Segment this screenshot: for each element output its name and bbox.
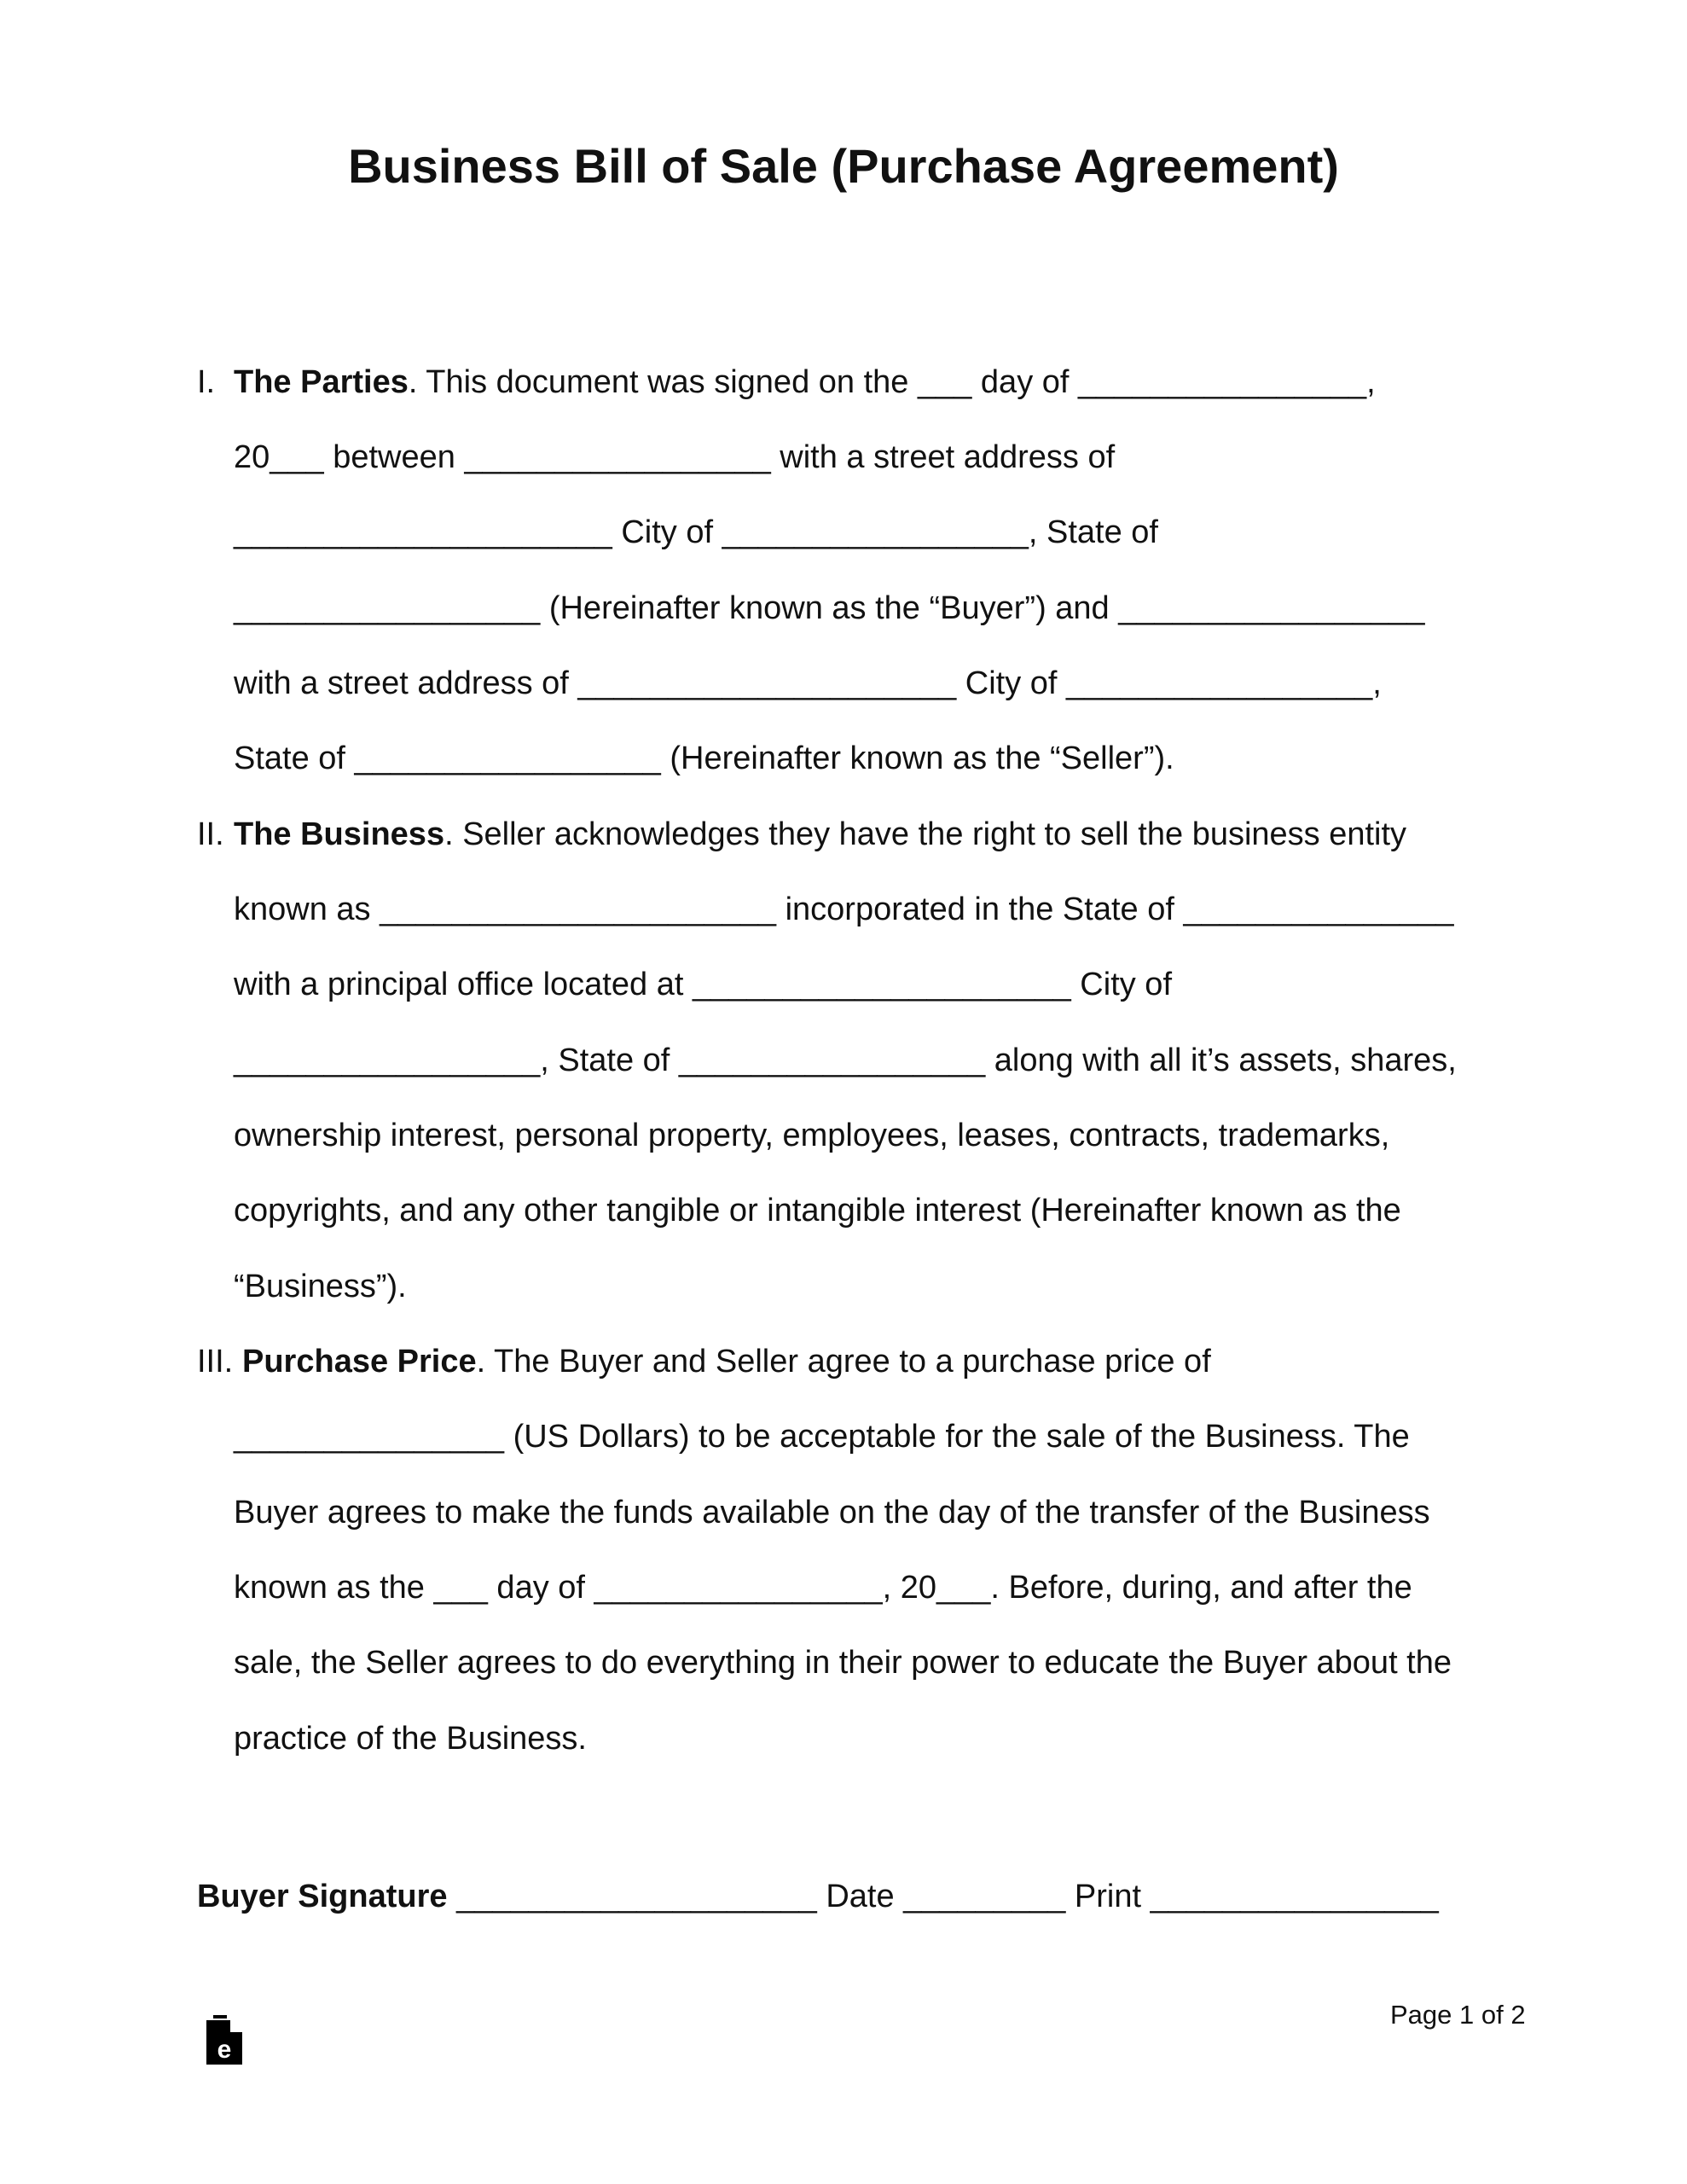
section-1-line-4: _________________ (Hereinafter known as the “Buyer”) and _________________ xyxy=(234,590,1425,626)
section-1-line-5: with a street address of _____________________ City of _________________, xyxy=(234,665,1382,701)
section-number-3: III. xyxy=(197,1344,234,1380)
section-2-line-6: copyrights, and any other tangible or intangible interest (Hereinafter known as the xyxy=(234,1193,1401,1228)
section-2-line-3: with a principal office located at _____________________ City of xyxy=(234,967,1172,1002)
section-2-line-7: “Business”). xyxy=(234,1269,407,1304)
section-3-line-6: practice of the Business. xyxy=(234,1721,587,1757)
document-e-icon xyxy=(205,2013,244,2066)
section-3-line-4: known as the ___ day of ________________, 20___. Before, during, and after the xyxy=(234,1570,1412,1606)
section-1-heading: The Parties xyxy=(234,364,409,400)
section-3-text: . The Buyer and Seller agree to a purchase price of xyxy=(476,1344,1211,1380)
section-2-line-1 xyxy=(234,812,1406,857)
section-3-line-5: sale, the Seller agrees to do everything in their power to educate the Buyer about the xyxy=(234,1645,1452,1681)
section-1-line-1 xyxy=(234,360,1376,404)
section-1-text: . This document was signed on the ___ day of ________________, xyxy=(408,364,1376,400)
section-2-line-5: ownership interest, personal property, employees, leases, contracts, trademarks, xyxy=(234,1118,1390,1153)
section-3-heading: Purchase Price xyxy=(242,1344,477,1380)
section-1-line-2: 20___ between _________________ with a street address of xyxy=(234,439,1116,475)
section-number-2: II. xyxy=(197,816,224,852)
section-2-line-2: known as ______________________ incorporated in the State of _______________ xyxy=(234,892,1454,927)
section-3-line-3: Buyer agrees to make the funds available on the day of the transfer of the Business xyxy=(234,1495,1430,1531)
section-3-line-2: _______________ (US Dollars) to be acceptable for the sale of the Business. The xyxy=(234,1419,1410,1455)
section-2-heading: The Business xyxy=(234,816,445,852)
svg-text:e: e xyxy=(217,2036,232,2064)
section-2-text: . Seller acknowledges they have the right to sell the business entity xyxy=(444,816,1407,852)
section-3-line-1 xyxy=(242,1339,1211,1384)
buyer-signature-label: Buyer Signature xyxy=(197,1879,448,1914)
section-2-line-4: _________________, State of _________________ along with all it’s assets, shares, xyxy=(234,1043,1457,1078)
document-title: Business Bill of Sale (Purchase Agreement) xyxy=(348,139,1339,193)
section-1-line-3: _____________________ City of _________________, State of xyxy=(234,514,1158,550)
buyer-signature-line xyxy=(197,1874,1439,1919)
page-number: Page 1 of 2 xyxy=(1390,2000,1526,2030)
section-number-1: I. xyxy=(197,364,216,400)
section-1-line-6: State of _________________ (Hereinafter known as the “Seller”). xyxy=(234,741,1174,776)
buyer-signature-fields: ____________________ Date _________ Print ________________ xyxy=(447,1879,1439,1914)
